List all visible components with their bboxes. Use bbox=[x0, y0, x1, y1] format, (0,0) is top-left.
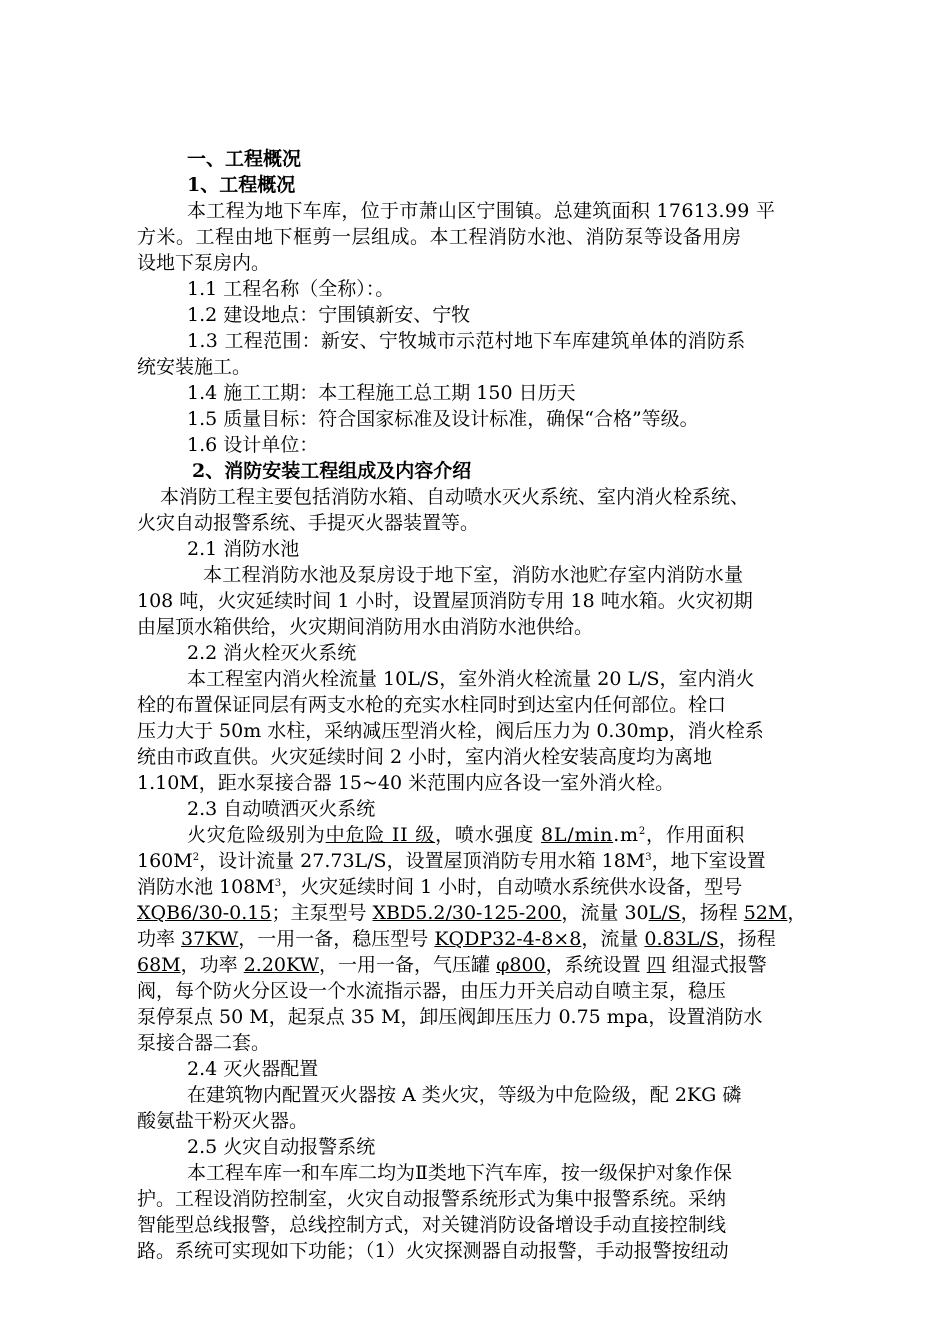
item-project-name: 1.1 工程名称（全称）：。 bbox=[187, 278, 395, 300]
paragraph-line: 68M，功率 2.20KW，一用一备，气压罐 φ800，系统设置 四 组湿式报警 bbox=[137, 954, 767, 976]
hazard-class: 中危险 II 级 bbox=[325, 824, 436, 846]
item-designer: 1.6 设计单位： bbox=[187, 434, 319, 456]
stabilizer-model: KQDP32-4-8×8 bbox=[434, 928, 582, 950]
paragraph-line: 设地下泵房内。 bbox=[137, 252, 271, 274]
subheading-project-overview: 1、工程概况 bbox=[187, 174, 296, 196]
paragraph-line: 火灾危险级别为中危险 II 级，喷水强度 $8L/\min.m^2$，作用面积 bbox=[187, 824, 746, 846]
paragraph-line: 在建筑物内配置灭火器按 A 类火灾，等级为中危险级，配 2KG 磷 bbox=[187, 1084, 742, 1106]
section-title-2-5: 2.5 火灾自动报警系统 bbox=[187, 1136, 376, 1158]
paragraph-line: 路。系统可实现如下功能；（1）火灾探测器自动报警，手动报警按纽动 bbox=[137, 1240, 729, 1262]
item-scope-cont: 统安装施工。 bbox=[137, 356, 252, 378]
paragraph-line: 智能型总线报警，总线控制方式，对关键消防设备增设手动直接控制线 bbox=[137, 1214, 727, 1236]
item-scope: 1.3 工程范围：新安、宁牧城市示范村地下车库建筑单体的消防系 bbox=[187, 330, 746, 352]
item-schedule: 1.4 施工工期：本工程施工总工期 150 日历天 bbox=[187, 382, 576, 404]
paragraph-line: 本工程室内消火栓流量 10L/S，室外消火栓流量 20 L/S，室内消火 bbox=[187, 668, 755, 690]
spray-intensity: 8L/min bbox=[540, 824, 614, 846]
paragraph-line: 泵接合器二套。 bbox=[137, 1032, 271, 1054]
paragraph-line: 栓的布置保证同层有两支水枪的充实水柱同时到达室内任何部位。栓口 bbox=[137, 694, 727, 716]
heading-project-overview: 一、工程概况 bbox=[187, 148, 302, 170]
intro-line: 本消防工程主要包括消防水箱、自动喷水灭火系统、室内消火栓系统、 bbox=[160, 486, 750, 508]
paragraph-line: 阀，每个防火分区设一个水流指示器，由压力开关启动自喷主泵，稳压 bbox=[137, 980, 727, 1002]
paragraph-line: 护。工程设消防控制室，火灾自动报警系统形式为集中报警系统。采纳 bbox=[137, 1188, 727, 1210]
paragraph-line: 由屋顶水箱供给，火灾期间消防用水由消防水池供给。 bbox=[137, 616, 594, 638]
paragraph-line: 1.10M，距水泵接合器 15~40 米范围内应各设一室外消火栓。 bbox=[137, 772, 675, 794]
item-location: 1.2 建设地点：宁围镇新安、宁牧 bbox=[187, 304, 471, 326]
intro-line: 火灾自动报警系统、手提灭火器装置等。 bbox=[137, 512, 480, 534]
paragraph-line: 酸氨盐干粉灭火器。 bbox=[137, 1110, 309, 1132]
paragraph-line: 本工程消防水池及泵房设于地下室，消防水池贮存室内消防水量 bbox=[203, 564, 744, 586]
paragraph-line: 本工程车库一和车库二均为Ⅱ类地下汽车库，按一级保护对象作保 bbox=[187, 1162, 732, 1184]
paragraph-line: 泵停泵点 50 M，起泵点 35 M，卸压阀卸压压力 0.75 mpa，设置消防水 bbox=[137, 1006, 763, 1028]
paragraph-line: 压力大于 50m 水柱，采纳减压型消火栓，阀后压力为 0.30mp，消火栓系 bbox=[137, 720, 764, 742]
paragraph-line: 方米。工程由地下框剪一层组成。本工程消防水池、消防泵等设备用房 bbox=[137, 226, 742, 248]
section-title-2-4: 2.4 灭火器配置 bbox=[187, 1058, 319, 1080]
equipment-model: XQB6/30-0.15 bbox=[137, 902, 272, 924]
heading-section-2: 2、消防安装工程组成及内容介绍 bbox=[192, 460, 472, 482]
item-quality: 1.5 质量目标：符合国家标准及设计标准，确保“合格”等级。 bbox=[187, 408, 699, 430]
paragraph-line: 统由市政直供。火灾延续时间 2 小时，室内消火栓安装高度均为离地 bbox=[137, 746, 713, 768]
paragraph-line: 108 吨，火灾延续时间 1 小时，设置屋顶消防专用 18 吨水箱。火灾初期 bbox=[137, 590, 753, 612]
section-title-2-1: 2.1 消防水池 bbox=[187, 538, 300, 560]
paragraph-line: 消防水池 $108M^3$，火灾延续时间 1 小时，自动喷水系统供水设备，型号 bbox=[137, 876, 743, 898]
paragraph-line: XQB6/30-0.15；主泵型号 XBD5.2/30-125-200，流量 30L/S，扬程 52M， bbox=[137, 902, 807, 924]
paragraph-line: $160M^2$，设计流量 27.73L/S，设置屋顶消防专用水箱 $18M^3$，地下室设置 bbox=[137, 850, 766, 872]
section-title-2-3: 2.3 自动喷洒灭火系统 bbox=[187, 798, 376, 820]
tank-diameter: φ800 bbox=[496, 954, 546, 976]
paragraph-line: 本工程为地下车库，位于市萧山区宁围镇。总建筑面积 17613.99 平 bbox=[187, 200, 776, 222]
section-title-2-2: 2.2 消火栓灭火系统 bbox=[187, 642, 357, 664]
main-pump-model: XBD5.2/30-125-200 bbox=[372, 902, 562, 924]
paragraph-line: 功率 37KW，一用一备，稳压型号 KQDP32-4-8×8，流量 0.83L/S，扬程 bbox=[137, 928, 776, 950]
